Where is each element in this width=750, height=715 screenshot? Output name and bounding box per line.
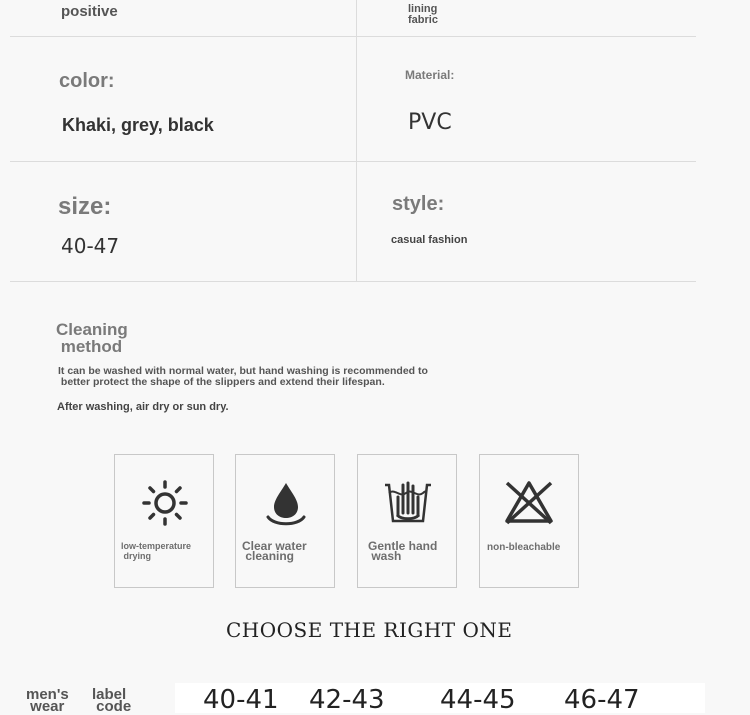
style-label: style: bbox=[392, 193, 445, 215]
care-label-nobleach: non-bleachable bbox=[487, 542, 561, 553]
hand-wash-icon bbox=[382, 477, 434, 529]
water-drop-icon bbox=[260, 477, 312, 529]
column-divider bbox=[356, 0, 357, 281]
label-code-label: label code bbox=[92, 686, 132, 715]
material-value: PVC bbox=[408, 110, 452, 135]
care-card-drying bbox=[114, 454, 214, 588]
size-46-47: 46-47 bbox=[564, 685, 640, 715]
size-42-43: 42-43 bbox=[309, 685, 385, 715]
care-card-nobleach bbox=[479, 454, 579, 588]
care-card-handwash bbox=[357, 454, 457, 588]
style-value: casual fashion bbox=[391, 234, 468, 246]
divider-3 bbox=[10, 281, 696, 282]
care-label-handwash: Gentle hand wash bbox=[368, 539, 438, 563]
size-value: 40-47 bbox=[61, 234, 120, 258]
sun-icon bbox=[139, 477, 191, 529]
care-label-drying: low-temperature drying bbox=[121, 541, 192, 561]
material-label: Material: bbox=[405, 68, 455, 82]
color-label: color: bbox=[59, 70, 115, 92]
care-label-water: Clear water cleaning bbox=[242, 539, 307, 563]
lining-fabric-label: lining fabric bbox=[408, 3, 438, 26]
divider-1 bbox=[10, 36, 696, 37]
cleaning-text: It can be washed with normal water, but hand washing is recommended to better protect the shape of the slippers and extend their lifespan. bbox=[58, 365, 428, 388]
care-card-water bbox=[235, 454, 335, 588]
choose-heading: CHOOSE THE RIGHT ONE bbox=[226, 618, 513, 642]
no-bleach-icon bbox=[498, 477, 560, 529]
positive-label: positive bbox=[61, 3, 118, 20]
color-value: Khaki, grey, black bbox=[62, 115, 214, 135]
size-44-45: 44-45 bbox=[440, 685, 516, 715]
size-40-41: 40-41 bbox=[203, 685, 279, 715]
cleaning-title: Cleaning method bbox=[56, 320, 128, 356]
size-row bbox=[175, 683, 705, 713]
size-label: size: bbox=[58, 193, 112, 220]
divider-2 bbox=[10, 161, 696, 162]
drying-text: After washing, air dry or sun dry. bbox=[57, 401, 229, 413]
mens-wear-label: men's wear bbox=[26, 686, 69, 715]
